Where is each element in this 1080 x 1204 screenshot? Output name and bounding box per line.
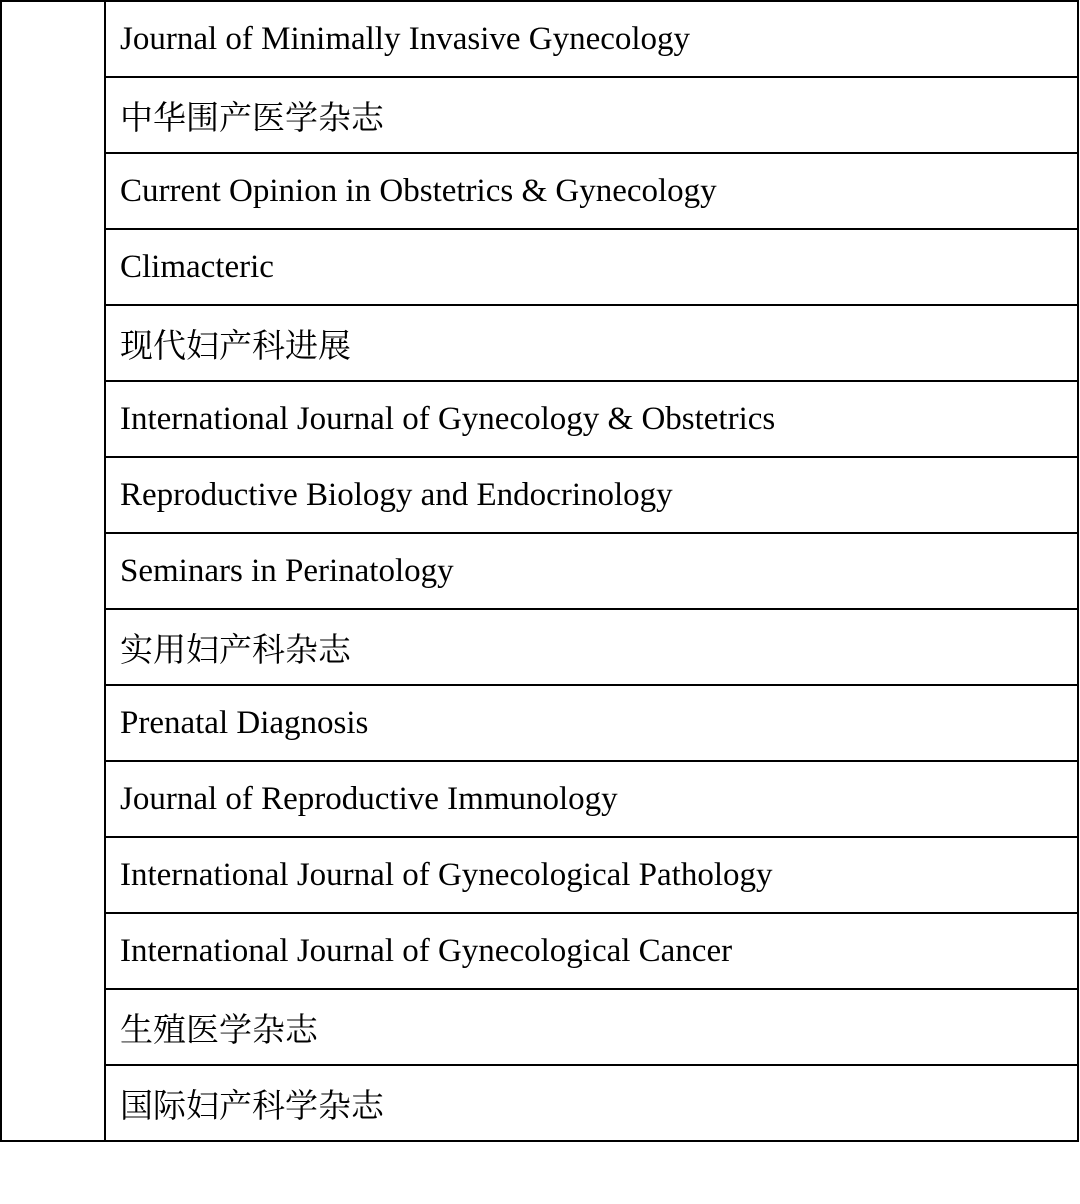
table-row: [1, 1065, 1078, 1141]
journal-name-cell: Journal of Minimally Invasive Gynecology: [105, 1, 1078, 77]
table-row: [1, 913, 1078, 989]
table-row: [1, 609, 1078, 685]
journal-name-cell: 中华围产医学杂志: [105, 77, 1078, 153]
journal-name-cell: 实用妇产科杂志: [105, 609, 1078, 685]
table-row: [1, 381, 1078, 457]
journal-name-cell: International Journal of Gynecology & Obstetrics: [105, 381, 1078, 457]
journal-name-cell: International Journal of Gynecological Pathology: [105, 837, 1078, 913]
journal-name-cell: 国际妇产科学杂志: [105, 1065, 1078, 1141]
table-row: [1, 153, 1078, 229]
journal-name-cell: Journal of Reproductive Immunology: [105, 761, 1078, 837]
table-row: [1, 1, 1078, 77]
journal-name-cell: Seminars in Perinatology: [105, 533, 1078, 609]
table-row: [1, 305, 1078, 381]
journal-name-cell: Current Opinion in Obstetrics & Gynecology: [105, 153, 1078, 229]
table-row: [1, 989, 1078, 1065]
table-row: [1, 77, 1078, 153]
table-row: [1, 533, 1078, 609]
table-row: [1, 761, 1078, 837]
table-row: [1, 685, 1078, 761]
journal-name-cell: International Journal of Gynecological Cancer: [105, 913, 1078, 989]
table-row: [1, 837, 1078, 913]
table-row: [1, 229, 1078, 305]
journal-name-cell: 生殖医学杂志: [105, 989, 1078, 1065]
journal-name-cell: 现代妇产科进展: [105, 305, 1078, 381]
category-cell: [1, 1, 105, 1141]
table-row: [1, 457, 1078, 533]
journal-name-cell: Prenatal Diagnosis: [105, 685, 1078, 761]
journal-name-cell: Climacteric: [105, 229, 1078, 305]
journal-name-cell: Reproductive Biology and Endocrinology: [105, 457, 1078, 533]
